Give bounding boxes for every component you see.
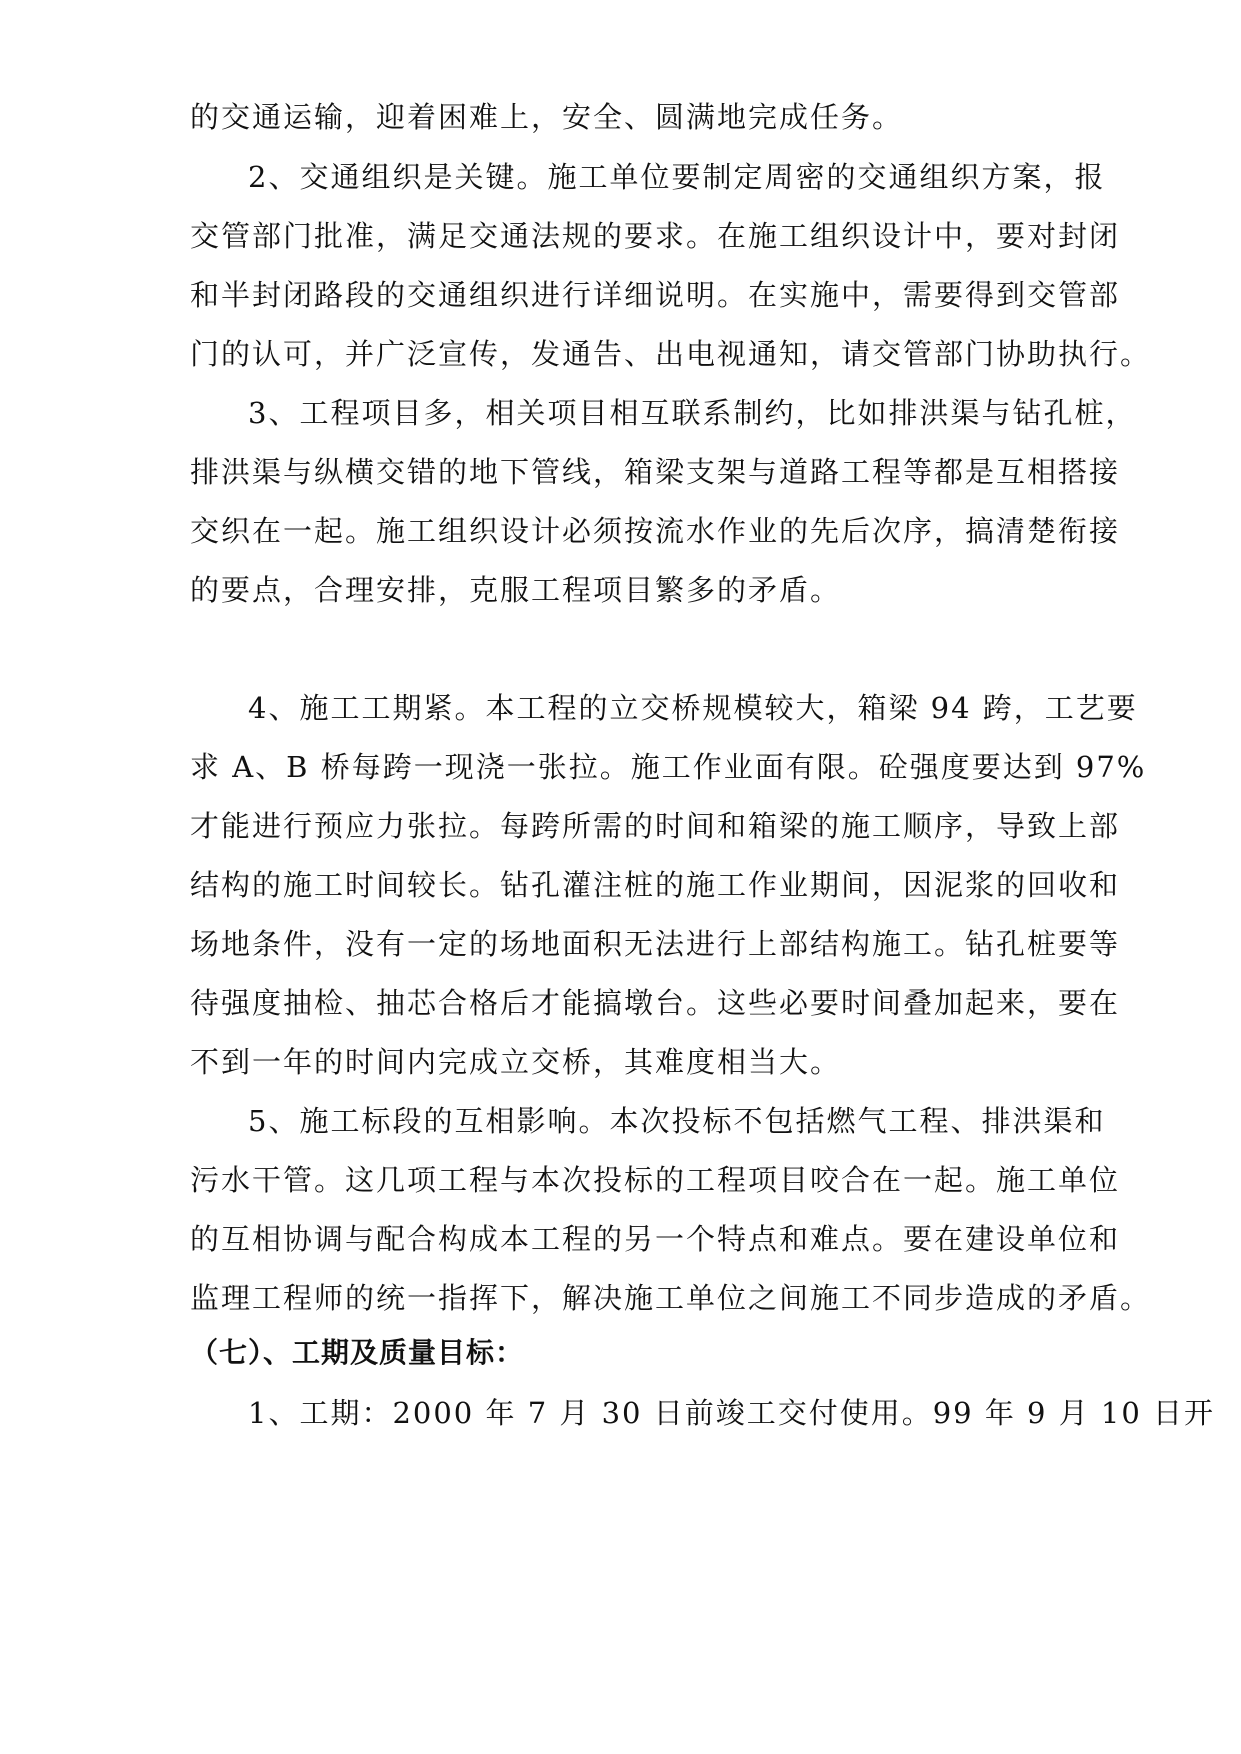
paragraph-line: 排洪渠与纵横交错的地下管线，箱梁支架与道路工程等都是互相搭接 — [190, 455, 1121, 489]
paragraph-line: 1、工期：2000 年 7 月 30 日前竣工交付使用。99 年 9 月 10 日开 — [248, 1396, 1216, 1430]
paragraph-line: 求 A、B 桥每跨一现浇一张拉。施工作业面有限。砼强度要达到 97% — [190, 750, 1147, 784]
paragraph-line: 4、施工工期紧。本工程的立交桥规模较大，箱梁 94 跨，工艺要 — [248, 691, 1138, 725]
paragraph-line: 5、施工标段的互相影响。本次投标不包括燃气工程、排洪渠和 — [248, 1104, 1106, 1138]
paragraph-line: 2、交通组织是关键。施工单位要制定周密的交通组织方案，报 — [248, 160, 1106, 194]
paragraph-line: 不到一年的时间内完成立交桥，其难度相当大。 — [190, 1045, 842, 1079]
paragraph-line: 门的认可，并广泛宣传，发通告、出电视通知，请交管部门协助执行。 — [190, 337, 1152, 371]
paragraph-line: 的互相协调与配合构成本工程的另一个特点和难点。要在建设单位和 — [190, 1222, 1121, 1256]
paragraph-line: 监理工程师的统一指挥下，解决施工单位之间施工不同步造成的矛盾。 — [190, 1281, 1152, 1315]
section-heading: （七）、工期及质量目标： — [190, 1336, 525, 1369]
paragraph-line: 交织在一起。施工组织设计必须按流水作业的先后次序，搞清楚衔接 — [190, 514, 1121, 548]
paragraph-line: 的要点，合理安排，克服工程项目繁多的矛盾。 — [190, 573, 842, 607]
paragraph-line: 和半封闭路段的交通组织进行详细说明。在实施中，需要得到交管部 — [190, 278, 1121, 312]
paragraph-line: 才能进行预应力张拉。每跨所需的时间和箱梁的施工顺序，导致上部 — [190, 809, 1121, 843]
paragraph-line: 待强度抽检、抽芯合格后才能搞墩台。这些必要时间叠加起来，要在 — [190, 986, 1121, 1020]
paragraph-line: 交管部门批准，满足交通法规的要求。在施工组织设计中，要对封闭 — [190, 219, 1121, 253]
paragraph-line: 场地条件，没有一定的场地面积无法进行上部结构施工。钻孔桩要等 — [190, 927, 1121, 961]
paragraph-line: 污水干管。这几项工程与本次投标的工程项目咬合在一起。施工单位 — [190, 1163, 1121, 1197]
paragraph-line: 3、工程项目多，相关项目相互联系制约，比如排洪渠与钻孔桩， — [248, 396, 1137, 430]
paragraph-line: 结构的施工时间较长。钻孔灌注桩的施工作业期间，因泥浆的回收和 — [190, 868, 1121, 902]
paragraph-line: 的交通运输，迎着困难上，安全、圆满地完成任务。 — [190, 100, 904, 134]
